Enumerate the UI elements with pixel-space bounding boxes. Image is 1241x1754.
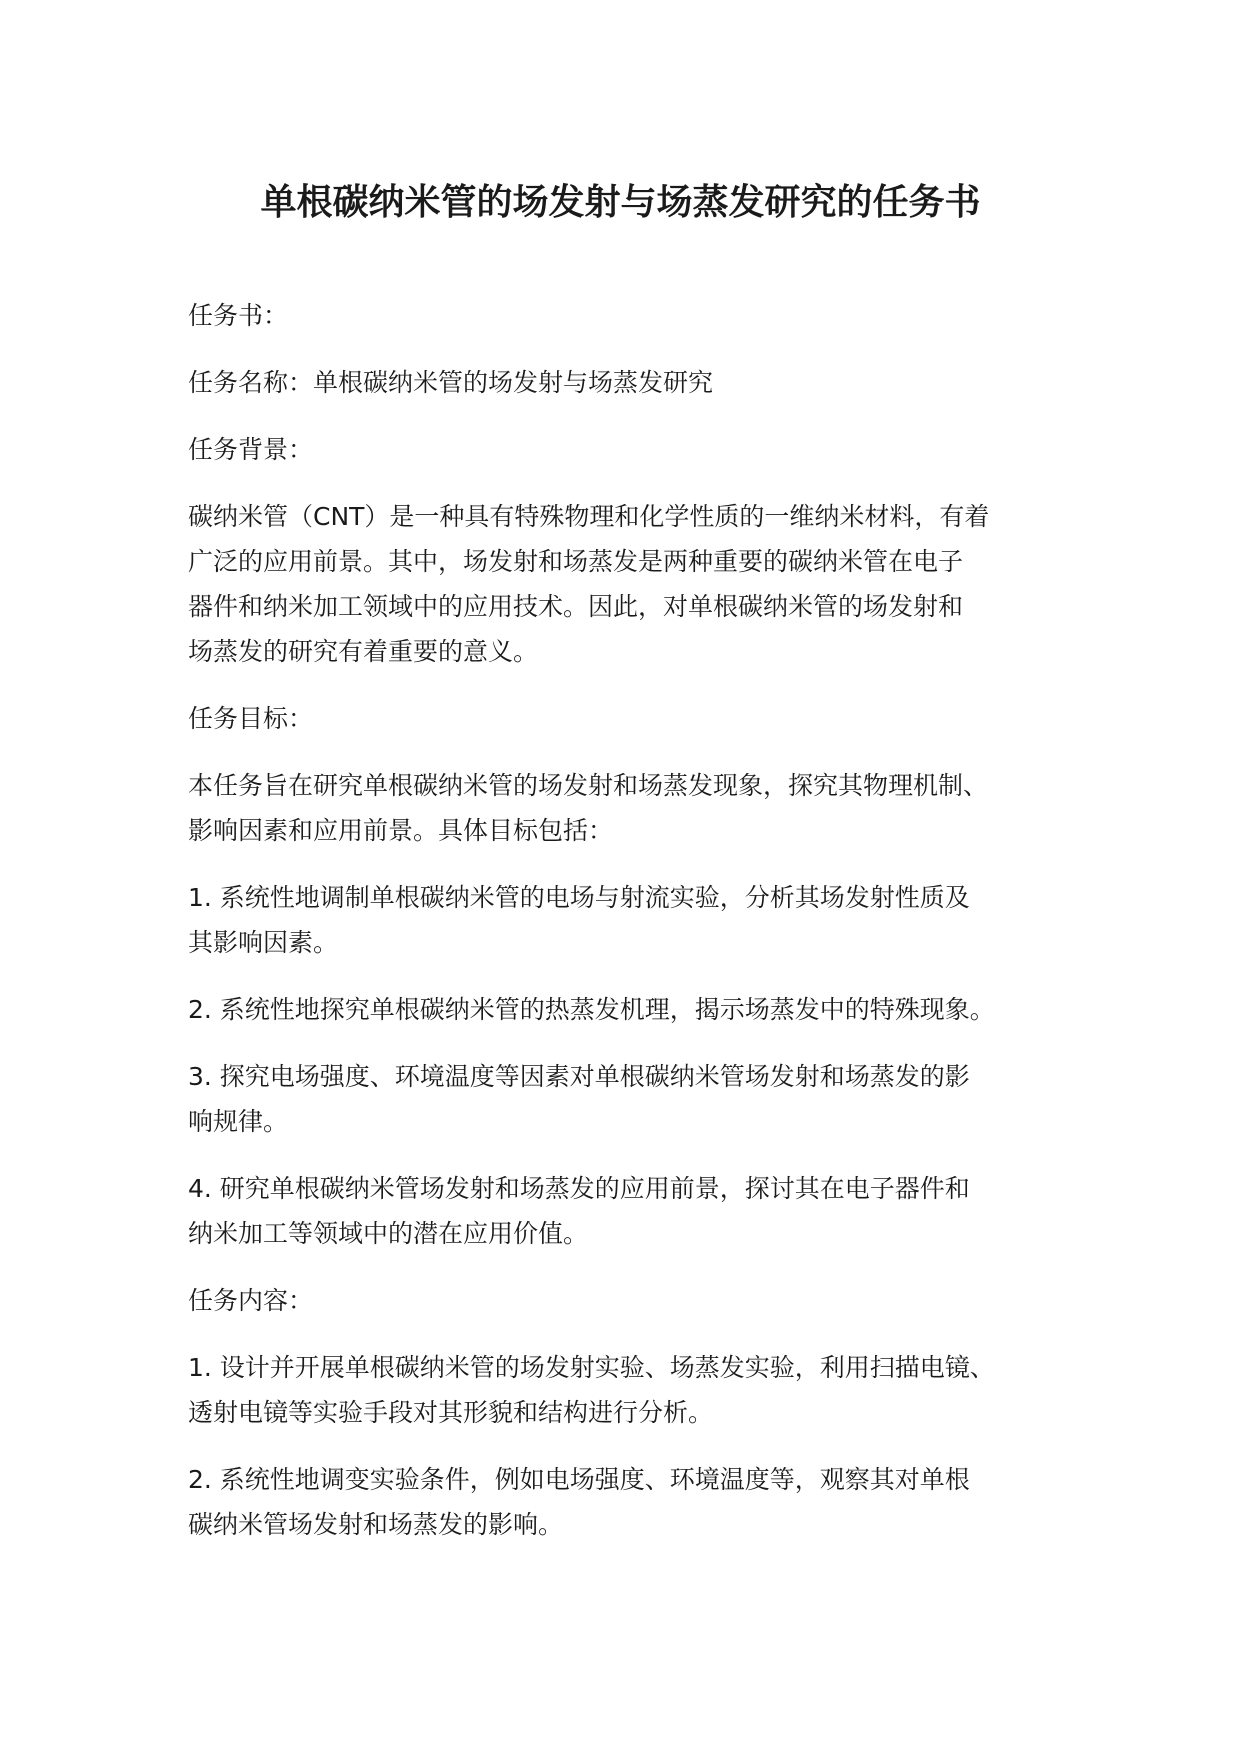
text-line: 碳纳米管（CNT）是一种具有特殊物理和化学性质的一维纳米材料，有着	[188, 502, 990, 531]
text-line: 本任务旨在研究单根碳纳米管的场发射和场蒸发现象，探究其物理机制、	[188, 771, 989, 800]
text-line: 4. 研究单根碳纳米管场发射和场蒸发的应用前景，探讨其在电子器件和	[188, 1174, 970, 1203]
text-line: 2. 系统性地调变实验条件，例如电场强度、环境温度等，观察其对单根	[188, 1465, 970, 1494]
text-line: 透射电镜等实验手段对其形貌和结构进行分析。	[188, 1398, 714, 1427]
text-line: 1. 设计并开展单根碳纳米管的场发射实验、场蒸发实验，利用扫描电镜、	[188, 1353, 995, 1382]
text-line: 响规律。	[188, 1107, 289, 1136]
text-line: 纳米加工等领域中的潜在应用价值。	[188, 1219, 589, 1248]
document-title: 单根碳纳米管的场发射与场蒸发研究的任务书	[260, 182, 981, 223]
objective-item-1	[188, 875, 1068, 965]
text-line: 场蒸发的研究有着重要的意义。	[188, 637, 539, 666]
text-line: 广泛的应用前景。其中，场发射和场蒸发是两种重要的碳纳米管在电子	[188, 547, 964, 576]
background-paragraph	[188, 494, 1068, 674]
text-line: 任务书：	[188, 301, 289, 330]
objective-item-2	[188, 987, 1068, 1032]
document-body	[188, 293, 1068, 1569]
text-line: 其影响因素。	[188, 928, 339, 957]
text-line: 器件和纳米加工领域中的应用技术。因此，对单根碳纳米管的场发射和	[188, 592, 964, 621]
objectives-intro-paragraph	[188, 763, 1068, 853]
section-label-content	[188, 1278, 1068, 1323]
text-line: 任务内容：	[188, 1286, 314, 1315]
objective-item-4	[188, 1166, 1068, 1256]
section-label-task-book	[188, 293, 1068, 338]
content-item-2	[188, 1457, 1068, 1547]
section-label-objectives	[188, 696, 1068, 741]
text-line: 1. 系统性地调制单根碳纳米管的电场与射流实验，分析其场发射性质及	[188, 883, 970, 912]
text-line: 碳纳米管场发射和场蒸发的影响。	[188, 1510, 564, 1539]
content-item-1	[188, 1345, 1068, 1435]
text-line: 3. 探究电场强度、环境温度等因素对单根碳纳米管场发射和场蒸发的影	[188, 1062, 970, 1091]
objective-item-3	[188, 1054, 1068, 1144]
text-line: 任务背景：	[188, 435, 314, 464]
text-line: 任务目标：	[188, 704, 314, 733]
text-line: 2. 系统性地探究单根碳纳米管的热蒸发机理，揭示场蒸发中的特殊现象。	[188, 995, 995, 1024]
text-line: 任务名称：单根碳纳米管的场发射与场蒸发研究	[188, 368, 714, 397]
task-name-paragraph	[188, 360, 1068, 405]
section-label-background	[188, 427, 1068, 472]
text-line: 影响因素和应用前景。具体目标包括：	[188, 816, 614, 845]
